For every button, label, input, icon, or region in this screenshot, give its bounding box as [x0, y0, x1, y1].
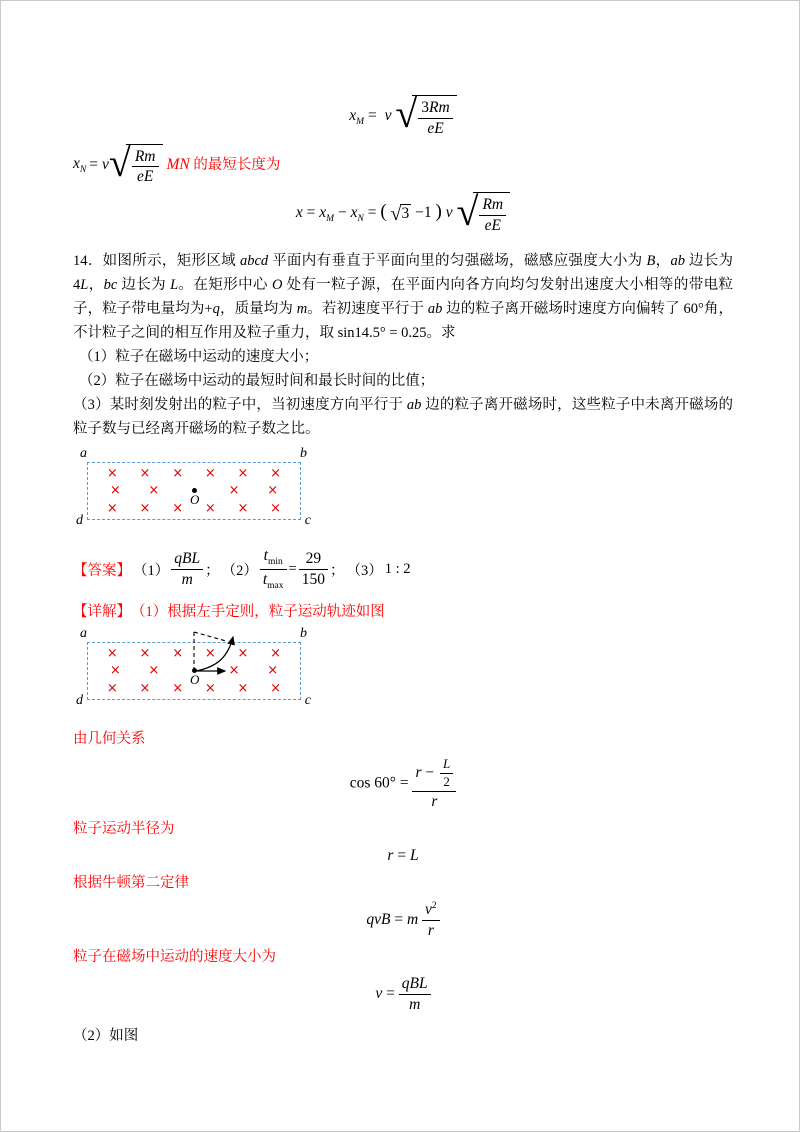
subscript-M: M [356, 116, 365, 127]
ratio-value: 1 : 2 [384, 560, 411, 577]
fraction-denominator [260, 570, 287, 592]
inline-variable: L [80, 276, 89, 293]
equals-sign: = [288, 560, 297, 577]
fraction-numerator: 29 [299, 550, 328, 570]
field-into-page-cross-icon: × [267, 483, 279, 499]
field-into-page-cross-icon: × [139, 466, 151, 482]
caption-mn [167, 153, 281, 177]
field-into-page-cross-icon: × [237, 646, 249, 662]
particle-source-origin [187, 664, 201, 687]
fraction-qbl-m [171, 550, 203, 589]
radicand [412, 95, 456, 138]
answer-part3-number: （3） [346, 562, 383, 579]
field-into-page-cross-icon: × [139, 680, 151, 696]
field-row [96, 663, 292, 687]
subscript-max: max [267, 580, 284, 591]
field-into-page-cross-icon: × [139, 500, 151, 516]
field-into-page-cross-icon: × [267, 663, 279, 679]
answer-line [73, 547, 733, 592]
fraction-denominator: eE [484, 217, 501, 235]
fraction-numerator [412, 757, 456, 792]
problem-item-2 [79, 369, 733, 393]
text-segment: 。若初速度平行于 [307, 300, 428, 317]
radius-text: 粒子运动半径为 [73, 820, 175, 837]
var-x: x [319, 204, 327, 222]
var-v: v [425, 900, 432, 918]
separator: ； [205, 562, 220, 579]
inline-variable: bc [103, 276, 118, 293]
var-v: v [375, 985, 383, 1003]
field-into-page-cross-icon: × [172, 466, 184, 482]
text-segment: 。在矩形中心 [178, 276, 272, 293]
text-segment: 14．如图所示，矩形区域 [73, 252, 240, 269]
inline-variable: B [646, 252, 656, 269]
field-into-page-cross-icon: × [270, 646, 282, 662]
inline-variable: O [271, 276, 283, 293]
fraction-denominator: eE [136, 168, 154, 186]
fraction-cos [412, 757, 456, 811]
fraction-qbl-m [399, 975, 431, 1014]
field-into-page-cross-icon: × [109, 483, 121, 499]
field-into-page-cross-icon: × [228, 663, 240, 679]
text-segment: 平面内有垂直于平面向里的匀强磁场，磁感应强度大小为 [268, 252, 647, 269]
fraction-denominator: eE [427, 119, 444, 137]
fraction-denominator: 150 [301, 570, 325, 588]
coefficient-3: 3 [421, 99, 430, 116]
text-segment: 处有一粒子源，在平面内向各方向均匀发射出速度大小相等的带电粒子，粒子带电量均为+ [73, 276, 734, 317]
equals-sign: = [397, 846, 407, 864]
var-v: v [445, 204, 453, 222]
square-root [395, 91, 456, 138]
var-t: t [262, 570, 268, 588]
field-into-page-cross-icon: × [172, 500, 184, 516]
var-v: v [101, 155, 109, 173]
fraction [132, 148, 159, 187]
field-into-page-cross-icon: × [270, 466, 282, 482]
fraction-numerator [260, 547, 287, 570]
text-segment: ，质量均为 [219, 300, 297, 317]
text-segment: （1）粒子在磁场中运动的速度大小； [79, 348, 319, 365]
subscript-N: N [79, 164, 87, 175]
radicand: 3 [401, 205, 410, 223]
formula-qvb [73, 901, 733, 940]
field-rectangle [87, 462, 301, 520]
var-xm [319, 204, 335, 225]
field-into-page-cross-icon: × [228, 483, 240, 499]
field-into-page-cross-icon: × [109, 663, 121, 679]
radical-icon: √ [390, 202, 402, 225]
problem-stem [73, 249, 733, 345]
geometry-relation-text: 由几何关系 [73, 730, 146, 747]
field-into-page-cross-icon: × [204, 466, 216, 482]
var-L: L [409, 846, 419, 864]
subscript-M: M [326, 214, 335, 225]
equals-sign: = [367, 106, 377, 124]
var-x: x [295, 204, 303, 222]
equals-sign: = [386, 985, 395, 1003]
formula-cos [73, 757, 733, 811]
part2-text: （2）如图 [73, 1028, 139, 1044]
var-x: x [349, 106, 357, 124]
formula-r [73, 847, 733, 865]
superscript-2: 2 [431, 900, 437, 911]
radicand [126, 144, 163, 187]
corner-label-b: b [300, 625, 307, 641]
var-x: x [350, 204, 358, 222]
fraction-denominator: r [431, 792, 438, 810]
formula-xm [73, 91, 733, 138]
equals-sign: = [394, 910, 404, 928]
field-into-page-cross-icon: × [237, 500, 249, 516]
detail-label: 【详解】 [73, 603, 131, 620]
var-x: x [73, 154, 80, 172]
var-qvB: qvB [366, 910, 391, 928]
formula-xn-row [73, 139, 733, 187]
field-row [96, 483, 292, 507]
fraction-numerator: L [440, 757, 453, 774]
open-paren: ( [380, 201, 387, 223]
field-into-page-cross-icon: × [139, 646, 151, 662]
radicand [473, 192, 510, 235]
text-segment: ， [655, 252, 671, 269]
fraction-denominator: m [181, 570, 193, 588]
minus-sign: − [425, 763, 435, 781]
answer-part2-number: （2） [221, 562, 258, 579]
var-xm [349, 106, 365, 127]
square-root [456, 188, 510, 235]
inline-variable: ab [427, 300, 443, 317]
caption-text: 的最短长度为 [189, 156, 281, 173]
newton-law-text: 根据牛顿第二定律 [73, 874, 189, 891]
corner-label-c: c [304, 692, 311, 708]
corner-label-b: b [300, 445, 307, 461]
cos-term: cos 60° [349, 774, 396, 792]
var-m: m [406, 910, 419, 928]
radical-icon: √ [456, 188, 479, 234]
var-MN: MN [166, 155, 190, 173]
subscript-min: min [267, 556, 283, 567]
corner-label-a: a [80, 445, 87, 461]
field-into-page-cross-icon: × [204, 500, 216, 516]
field-into-page-cross-icon: × [106, 500, 118, 516]
problem-items [73, 345, 733, 441]
fraction-29-150 [299, 550, 328, 589]
inline-variable: abcd [239, 252, 269, 269]
field-into-page-cross-icon: × [172, 646, 184, 662]
field-into-page-cross-icon: × [106, 466, 118, 482]
square-root [108, 139, 163, 187]
equals-sign: = [306, 204, 316, 222]
fraction [479, 196, 506, 235]
text-segment: 边的粒子离开磁场时速度方向偏转了 60°角，不计粒子之间的相互作用及粒子重力，取 sin14.5° = 0.25。求 [73, 300, 733, 341]
field-into-page-cross-icon: × [106, 646, 118, 662]
equals-sign: = [89, 155, 98, 173]
field-into-page-cross-icon: × [148, 483, 160, 499]
var-xn [350, 204, 364, 225]
fraction [418, 99, 452, 138]
field-into-page-cross-icon: × [148, 663, 160, 679]
text-segment: （2）粒子在磁场中运动的最短时间和最长时间的比值； [79, 372, 435, 389]
field-into-page-cross-icon: × [237, 466, 249, 482]
fraction-numerator: Rm [479, 196, 506, 216]
radical-icon: √ [108, 139, 131, 185]
fraction-numerator: qBL [171, 550, 203, 570]
field-into-page-cross-icon: × [270, 680, 282, 696]
field-rectangle [87, 642, 301, 700]
formula-x-difference [73, 188, 733, 235]
field-row [96, 646, 292, 662]
var-r: r [415, 763, 422, 781]
fraction-numerator: qBL [399, 975, 431, 995]
field-into-page-cross-icon: × [204, 680, 216, 696]
origin-label: O [189, 491, 200, 507]
field-into-page-cross-icon: × [204, 646, 216, 662]
var-Rm: Rm [429, 99, 450, 116]
fraction-numerator [418, 99, 452, 119]
minus-one: −1 [415, 204, 432, 222]
particle-source-origin [187, 484, 201, 507]
text-segment: 边长为 [117, 276, 171, 293]
fraction-denominator: 2 [443, 773, 450, 789]
var-r: r [387, 846, 394, 864]
field-into-page-cross-icon: × [270, 500, 282, 516]
equals-sign: = [367, 204, 377, 222]
page-content [1, 1, 799, 1048]
answer-label: 【答案】 [73, 562, 131, 579]
field-into-page-cross-icon: × [172, 680, 184, 696]
corner-label-d: d [76, 692, 83, 708]
inline-variable: ab [406, 396, 422, 413]
equals-sign: = [399, 774, 409, 792]
corner-label-c: c [304, 512, 311, 528]
close-paren: ) [435, 201, 442, 223]
detail-line [73, 600, 733, 621]
fraction-denominator: m [409, 996, 421, 1014]
inline-variable: m [296, 300, 308, 317]
field-into-page-cross-icon: × [237, 680, 249, 696]
field-into-page-cross-icon: × [106, 680, 118, 696]
figure-trajectory [76, 625, 317, 717]
fraction-v2-r [422, 901, 440, 940]
speed-text: 粒子在磁场中运动的速度大小为 [73, 949, 276, 966]
var-v: v [384, 106, 392, 124]
minus-sign: − [337, 204, 347, 222]
corner-label-a: a [80, 625, 87, 641]
problem-item-1 [79, 345, 733, 369]
fraction-l-2 [440, 757, 453, 790]
fraction-numerator [422, 901, 440, 921]
origin-label: O [189, 671, 200, 687]
fraction-tmin-tmax [260, 547, 287, 592]
text-segment: ， [88, 276, 104, 293]
var-t: t [263, 546, 268, 564]
corner-label-d: d [76, 512, 83, 528]
var-xn [73, 155, 86, 175]
separator: ； [329, 562, 345, 579]
text-segment: 4 [73, 276, 81, 293]
fraction-denominator: r [427, 921, 434, 939]
field-row [96, 466, 292, 482]
inline-variable: ab [670, 252, 685, 269]
answer-part1-number: （1） [133, 562, 170, 579]
subscript-N: N [357, 214, 364, 225]
radical-icon: √ [395, 91, 418, 137]
square-root-small [391, 204, 412, 224]
fraction-numerator: Rm [132, 148, 159, 168]
problem-item-3 [73, 393, 733, 441]
inline-variable: L [170, 276, 179, 293]
text-segment: 边的粒子离开磁场时，这些粒子中未离开磁场的粒子数与已经离开磁场的粒子数之比。 [73, 396, 733, 437]
text-segment: 边长为 [684, 252, 734, 269]
figure-field-region [76, 445, 317, 537]
formula-v [73, 975, 733, 1014]
text-segment: （3）某时刻发射出的粒子中，当初速度方向平行于 [73, 396, 407, 413]
detail-intro-text: （1）根据左手定则，粒子运动轨迹如图 [131, 603, 385, 620]
inline-variable: q [212, 300, 220, 317]
